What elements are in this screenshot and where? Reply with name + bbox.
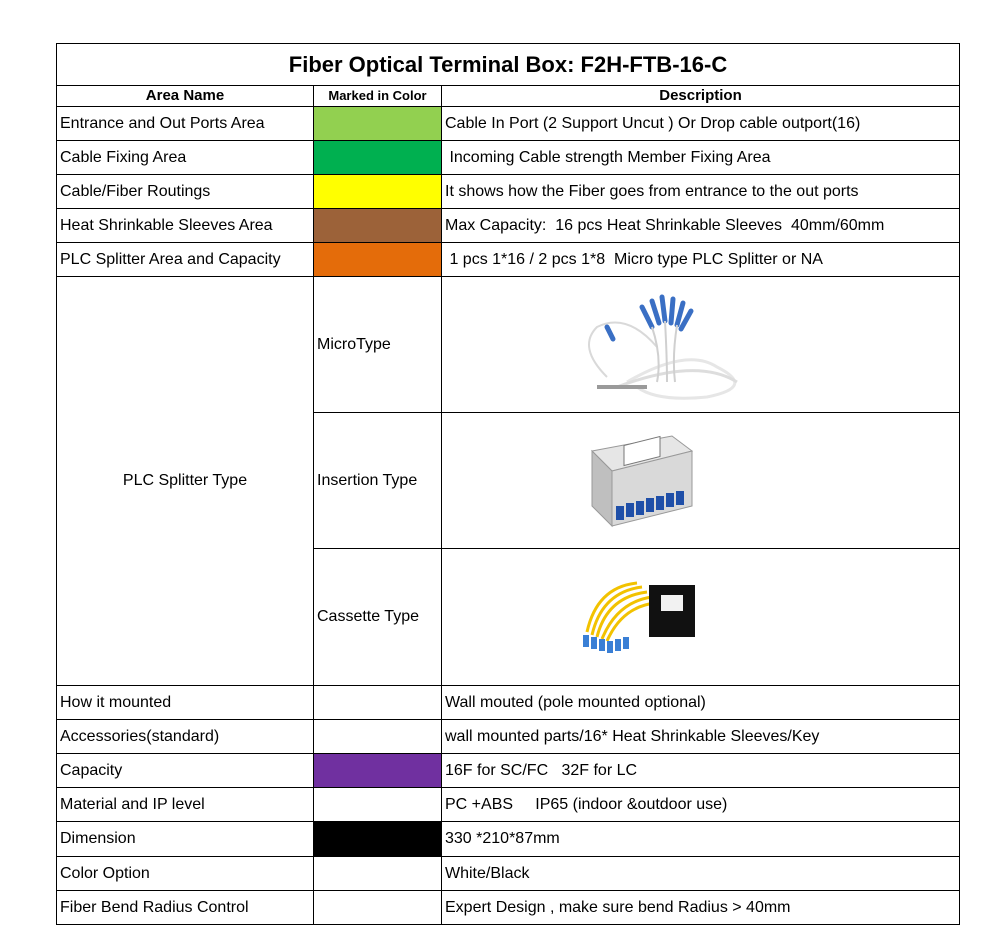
cassette-splitter-photo xyxy=(442,549,959,686)
row-area-name: Cable/Fiber Routings xyxy=(57,175,314,209)
color-swatch-purple xyxy=(314,754,442,788)
table-title: Fiber Optical Terminal Box: F2H-FTB-16-C xyxy=(57,44,959,86)
color-swatch-empty xyxy=(314,720,442,754)
color-swatch-orange xyxy=(314,243,442,277)
color-swatch-empty xyxy=(314,686,442,720)
row-area-name: PLC Splitter Area and Capacity xyxy=(57,243,314,277)
insertion-splitter-photo xyxy=(442,413,959,549)
color-swatch-empty xyxy=(314,891,442,924)
color-swatch-yellow xyxy=(314,175,442,209)
header-description: Description xyxy=(442,85,959,107)
micro-splitter-photo xyxy=(442,277,959,413)
color-swatch-empty xyxy=(314,857,442,891)
header-marked-color: Marked in Color xyxy=(314,85,442,107)
header-area-name: Area Name xyxy=(57,85,314,107)
row-area-name: Entrance and Out Ports Area xyxy=(57,107,314,141)
row-description: Max Capacity: 16 pcs Heat Shrinkable Sleeves 40mm/60mm xyxy=(442,209,959,243)
insertion-splitter-icon xyxy=(582,431,702,531)
color-swatch-light-green xyxy=(314,107,442,141)
splitter-insertion-label: Insertion Type xyxy=(314,413,442,549)
row-description: Cable In Port (2 Support Uncut ) Or Drop cable outport(16) xyxy=(442,107,959,141)
row-description: 1 pcs 1*16 / 2 pcs 1*8 Micro type PLC Splitter or NA xyxy=(442,243,959,277)
spec-table xyxy=(56,43,960,925)
row-area-name: Heat Shrinkable Sleeves Area xyxy=(57,209,314,243)
row-description: wall mounted parts/16* Heat Shrinkable Sleeves/Key xyxy=(442,720,959,754)
row-area-name: Dimension xyxy=(57,822,314,857)
row-description: It shows how the Fiber goes from entrance to the out ports xyxy=(442,175,959,209)
row-description: 330 *210*87mm xyxy=(442,822,959,857)
row-description: Wall mouted (pole mounted optional) xyxy=(442,686,959,720)
splitter-cassette-label: Cassette Type xyxy=(314,549,442,686)
row-area-name: Cable Fixing Area xyxy=(57,141,314,175)
row-description: 16F for SC/FC 32F for LC xyxy=(442,754,959,788)
color-swatch-empty xyxy=(314,788,442,822)
row-description: White/Black xyxy=(442,857,959,891)
row-area-name: How it mounted xyxy=(57,686,314,720)
row-area-name: Material and IP level xyxy=(57,788,314,822)
row-area-name: Color Option xyxy=(57,857,314,891)
splitter-micro-label: MicroType xyxy=(314,277,442,413)
row-area-name: Capacity xyxy=(57,754,314,788)
row-area-name: Fiber Bend Radius Control xyxy=(57,891,314,924)
micro-splitter-icon xyxy=(567,287,767,407)
row-description: PC +ABS IP65 (indoor &outdoor use) xyxy=(442,788,959,822)
color-swatch-black xyxy=(314,822,442,857)
color-swatch-brown xyxy=(314,209,442,243)
row-description: Expert Design , make sure bend Radius > 40mm xyxy=(445,898,791,916)
splitter-type-label: PLC Splitter Type xyxy=(57,277,314,686)
color-swatch-green xyxy=(314,141,442,175)
row-description: Incoming Cable strength Member Fixing Area xyxy=(442,141,959,175)
cassette-splitter-icon xyxy=(577,577,707,657)
row-area-name: Accessories(standard) xyxy=(57,720,314,754)
